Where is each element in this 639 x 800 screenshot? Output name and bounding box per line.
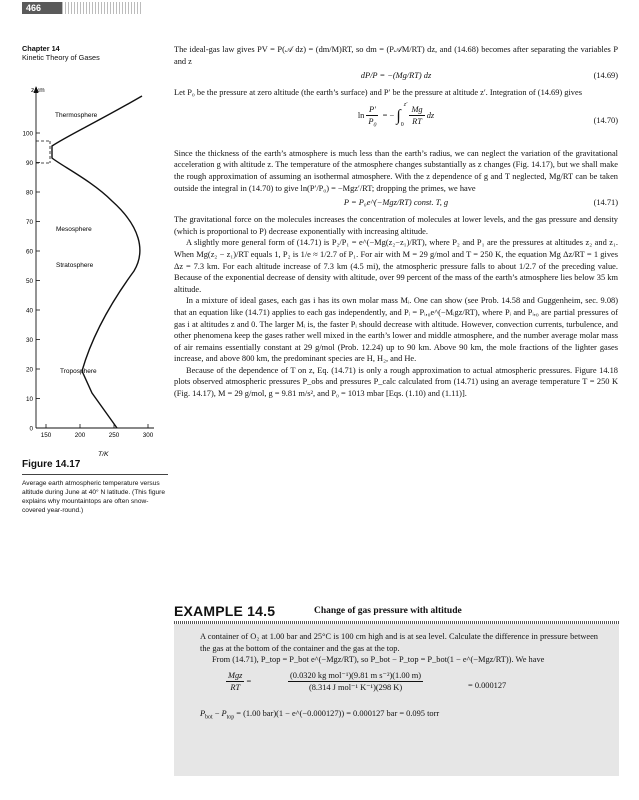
y-tick-label: 20	[25, 366, 33, 374]
paragraph-7: Because of the dependence of T on z, Eq. (14.71) is only a rough approximation to actual atmospheric pressures. Figure 14.18 plots observed atmospheric pressures P_obs and pressures P_calc calculated from (14.71) using an average temperature T = 250 K (Fig. 14.17), M = 29 g/mol, g = 9.81 m/s², and P₀ = 1013 mbar [Eqs. (1.10) and (1.11)].	[174, 365, 618, 399]
equation-14-70-body: ln $\frac{P'}{P_0}$ = − $\int_0^{z'}$ $\frac{Mg}{RT}$ dz	[357, 102, 435, 130]
chapter-label: Chapter 14	[22, 44, 60, 53]
y-tick-label: 90	[25, 159, 33, 167]
x-tick-label: 150	[40, 432, 52, 439]
equation-14-69-number: (14.69)	[593, 71, 618, 81]
main-text-column	[174, 44, 618, 400]
paragraph-4: The gravitational force on the molecules increases the concentration of molecules at lower levels, and the gas pressure and density (which is proportional to P) decrease exponentially with increasing altitude.	[174, 215, 618, 236]
example-final-line-wrap: $P_{bot} - P_{top} = (1.00$ bar)(1 − e^(−0.000127)) = 0.000127 bar = 0.095 torr	[200, 708, 440, 721]
temperature-altitude-chart	[22, 86, 172, 456]
example-heading	[174, 603, 619, 623]
page-header-bar	[0, 0, 639, 14]
x-tick-label: 300	[142, 432, 154, 439]
paragraph-6: In a mixture of ideal gases, each gas i has its own molar mass Mᵢ. One can show (see Prob. 14.58 and Guggenheim, sec. 9.08) that an equation like (14.71) applies to each gas independently, and Pᵢ = Pᵢ,₀e^(−Mᵢgz/RT), where Pᵢ and Pᵢ,₀ are partial pressures of gas i at altitudes z and 0. The larger Mᵢ is, the faster Pᵢ should decrease with altitude. However, convection currents, turbulence, and other phenomena keep the gases rather well mixed in the earth’s lower and middle atmosphere, and the number average molar mass of air remains essentially constant at 29 g/mol (Prob. 12.24) up to 90 km. Above 90 km, the mole fractions of the lighter gases increase, and above 800 km, the predominant species are H, H₂, and He.	[174, 296, 618, 364]
y-tick-label: 80	[25, 189, 33, 197]
equation-14-71-body: P = P₀e^(−Mgz/RT) const. T, g	[343, 198, 449, 208]
example-final-line: = (1.00 bar)(1 − e^(−0.000127)) = 0.000127 bar = 0.095 torr	[236, 708, 440, 718]
paragraph-2: Let P₀ be the pressure at zero altitude (the earth’s surface) and P′ be the pressure at altitude z′. Integration of (14.69) gives	[174, 88, 582, 98]
y-tick-label: 0	[29, 425, 33, 433]
example-calc-numerator: (0.0320 kg mol⁻¹)(9.81 m s⁻²)(1.00 m)	[288, 670, 423, 683]
example-calc-result: = 0.000127	[468, 680, 507, 690]
y-tick-label: 100	[22, 130, 33, 138]
y-ticks	[22, 130, 40, 432]
figure-14-17-plot	[22, 86, 172, 456]
equation-14-71	[174, 197, 618, 210]
equation-14-70	[174, 102, 618, 142]
equation-14-69-body: dP/P = −(Mg/RT) dz	[360, 71, 432, 81]
x-tick-label: 200	[74, 432, 86, 439]
paragraph-1: The ideal-gas law gives PV = P(𝒜 dz) = (dm/M)RT, so dm = (P𝒜M/RT) dz, and (14.68) becomes after separating the variables P and z	[174, 45, 618, 66]
example-label: EXAMPLE 14.5	[174, 603, 276, 619]
layer-label-thermosphere: Thermosphere	[55, 112, 98, 119]
x-ticks	[41, 424, 154, 439]
layer-label-mesosphere: Mesosphere	[56, 226, 92, 233]
equation-14-71-number: (14.71)	[593, 198, 618, 208]
example-calc-fraction	[288, 670, 423, 694]
chapter-title: Kinetic Theory of Gases	[22, 53, 100, 62]
figure-caption-rule	[22, 474, 168, 475]
y-axis-label: z/km	[31, 87, 45, 94]
page-number: 466	[22, 2, 62, 14]
y-tick-label: 40	[25, 307, 33, 315]
paragraph-5: A slightly more general form of (14.71) is P₂/P₁ = e^(−Mg(z₂−z₁)/RT), where P₂ and P₁ are the pressures at altitudes z₂ and z₁. When Mg(z₂ − z₁)/RT equals 1, P₂ is 1/e ≈ 1/2.7 of P₁. For air with M = 29 g/mol and T = 250 K, the equation Mg Δz/RT = 1 gives Δz = 7.3 km. For each altitude increase of 7.3 km (4.5 mi), the atmospheric pressure falls to about 1/2.7 of the preceding value. Because of the exponential decrease of density with altitude, over 99 percent of the mass of the earth’s atmosphere lies below 35 km altitude.	[174, 238, 618, 294]
y-tick-label: 30	[25, 336, 33, 344]
x-axis-label: T/K	[98, 451, 109, 456]
y-tick-label: 10	[25, 395, 33, 403]
layer-label-stratosphere: Stratosphere	[56, 262, 94, 269]
example-calc-denominator: (8.314 J mol⁻¹ K⁻¹)(298 K)	[308, 683, 403, 693]
example-solution-intro: From (14.71), P_top = P_bot e^(−Mgz/RT), so P_bot − P_top = P_bot(1 − e^(−Mgz/RT)). We have	[212, 655, 545, 665]
figure-number: Figure 14.17	[22, 459, 81, 470]
layer-label-troposphere: Troposphere	[60, 368, 97, 375]
header-stripes	[62, 2, 142, 14]
x-tick-label: 250	[108, 432, 120, 439]
y-tick-label: 50	[25, 277, 33, 285]
chapter-heading	[22, 44, 100, 62]
equation-14-70-number: (14.70)	[593, 115, 618, 125]
y-tick-label: 70	[25, 218, 33, 226]
paragraph-3: Since the thickness of the earth’s atmosphere is much less than the earth’s radius, we can neglect the variation of the gravitational acceleration g with altitude z. The temperature of the atmosphere changes substantially as z changes (Fig. 14.17), but we shall make the rough approximation of assuming an isothermal atmosphere. With the z dependence of g and T neglected, Mg/RT can be taken outside the integral in (14.70) to give ln(P′/P₀) = −Mgz′/RT; dropping the primes, we have	[174, 148, 618, 193]
example-calculation	[200, 668, 598, 704]
y-tick-label: 60	[25, 248, 33, 256]
example-calc-lhs: $\frac{\text{Mgz}}{RT}$ =	[228, 670, 252, 693]
example-problem: A container of O₂ at 1.00 bar and 25°C is 100 cm high and is at sea level. Calculate the difference in pressure between the gas at the bottom of the container and the gas at the top.	[200, 632, 598, 653]
example-title: Change of gas pressure with altitude	[314, 606, 462, 616]
example-content	[200, 631, 598, 719]
figure-caption: Average earth atmospheric temperature versus altitude during June at 40° N latitude. (This figure explains why mountaintops are often snow-covered year-round.)	[22, 480, 166, 514]
equation-14-69	[174, 70, 618, 83]
